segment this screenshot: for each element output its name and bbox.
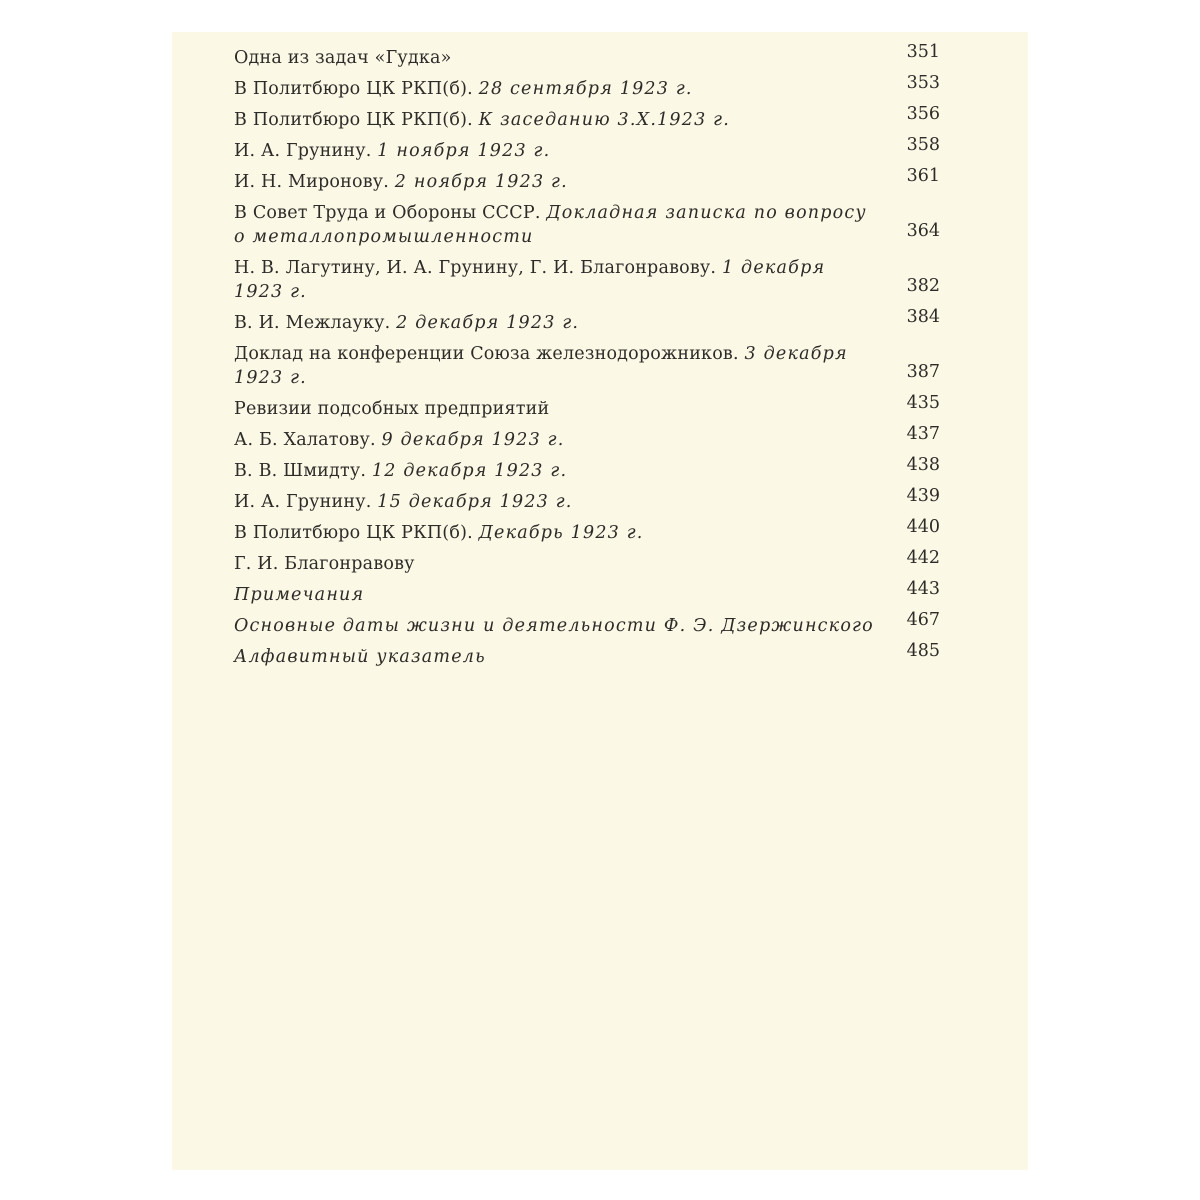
toc-entry-title [234,614,874,638]
toc-page-number: 467 [906,610,940,630]
toc-entry [234,641,940,669]
toc-entry-title [234,77,874,101]
toc-page-number: 356 [906,104,940,124]
toc-entry-title [234,459,874,483]
toc-entry-title [234,552,874,576]
toc-entry [234,256,940,304]
toc-entry [234,307,940,335]
entry-text: И. А. Грунину. [234,141,378,161]
toc-page-number: 443 [906,579,940,599]
toc-entry [234,201,940,249]
entry-text: А. Б. Халатову. [234,430,382,450]
entry-date: 3 декабря 1923 г. [234,344,848,388]
toc-page-number: 364 [906,221,940,241]
toc-entry [234,135,940,163]
toc-entry-title [234,428,874,452]
entry-text: В. И. Межлауку. [234,313,397,333]
toc-entry [234,455,940,483]
toc-entry [234,342,940,390]
toc-entry [234,548,940,576]
toc-entry-title [234,201,874,249]
toc-entry-title [234,139,874,163]
entry-date: К заседанию 3.X.1923 г. [478,110,730,130]
toc-page-number: 351 [906,42,940,62]
toc-entry [234,610,940,638]
entry-date: 12 декабря 1923 г. [371,461,568,481]
toc-page-number: 387 [906,362,940,382]
entry-date: 2 ноября 1923 г. [394,172,568,192]
entry-text: В Политбюро ЦК РКП(б). [234,523,479,543]
toc-entry-title [234,46,874,70]
entry-date: Примечания [234,585,365,605]
toc-page-number: 361 [906,166,940,186]
toc-entry [234,393,940,421]
table-of-contents [234,42,940,676]
toc-page-number: 435 [906,393,940,413]
book-page [172,32,1028,1170]
entry-text: Ревизии подсобных предприятий [234,399,550,419]
toc-entry-title [234,170,874,194]
entry-date: 1 ноября 1923 г. [377,141,551,161]
toc-entry [234,104,940,132]
toc-entry-title [234,311,874,335]
toc-entry-title [234,583,874,607]
entry-text: Доклад на конференции Союза железнодорожников. [234,344,745,364]
entry-text: В Политбюро ЦК РКП(б). [234,110,479,130]
toc-entry-title [234,490,874,514]
toc-page-number: 353 [906,73,940,93]
entry-date: 9 декабря 1923 г. [381,430,565,450]
toc-entry-title [234,521,874,545]
entry-text: И. А. Грунину. [234,492,378,512]
entry-date: Докладная записка по вопросу о металлопромышленности [234,203,867,247]
entry-text: В Политбюро ЦК РКП(б). [234,79,479,99]
toc-entry-title [234,397,874,421]
toc-page-number: 437 [906,424,940,444]
toc-page-number: 442 [906,548,940,568]
toc-entry-title [234,645,874,669]
entry-date: Основные даты жизни и деятельности Ф. Э. Дзержинского [234,616,874,636]
entry-text: Г. И. Благонравову [234,554,415,574]
toc-entry [234,579,940,607]
toc-entry [234,73,940,101]
entry-date: 15 декабря 1923 г. [377,492,573,512]
toc-entry [234,42,940,70]
toc-page-number: 384 [906,307,940,327]
toc-page-number: 358 [906,135,940,155]
toc-entry [234,424,940,452]
entry-text: И. Н. Миронову. [234,172,395,192]
entry-date: 1 декабря 1923 г. [234,258,826,302]
entry-date: 28 сентября 1923 г. [478,79,693,99]
toc-entry [234,517,940,545]
entry-text: Н. В. Лагутину, И. А. Грунину, Г. И. Благонравову. [234,258,722,278]
toc-page-number: 439 [906,486,940,506]
entry-text: Одна из задач «Гудка» [234,48,452,68]
toc-entry [234,166,940,194]
toc-page-number: 485 [906,641,940,661]
entry-date: Декабрь 1923 г. [478,523,644,543]
toc-entry-title [234,108,874,132]
entry-date: Алфавитный указатель [234,647,486,667]
entry-date: 2 декабря 1923 г. [396,313,580,333]
entry-text: В Совет Труда и Обороны СССР. [234,203,547,223]
toc-page-number: 438 [906,455,940,475]
toc-entry-title [234,342,874,390]
toc-page-number: 382 [906,276,940,296]
toc-entry [234,486,940,514]
toc-page-number: 440 [906,517,940,537]
toc-entry-title [234,256,874,304]
entry-text: В. В. Шмидту. [234,461,372,481]
